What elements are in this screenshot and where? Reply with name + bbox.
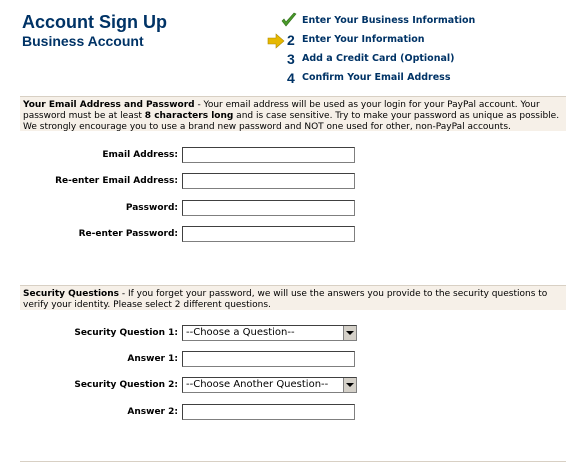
chevron-down-icon[interactable] [343, 378, 356, 392]
security-question-2-label: Security Question 2: [74, 380, 178, 390]
step-2-number: 2 [287, 32, 295, 48]
step-4-number: 4 [287, 70, 295, 86]
step-1-label: Enter Your Business Information [302, 15, 476, 26]
step-3-label: Add a Credit Card (Optional) [302, 53, 455, 64]
email-section-text-2: and is case sensitive. Try to make your password as unique as possible. We strongly encourage you to use a brand new password and NOT one used for other, non-PayPal accounts. [23, 111, 560, 132]
step-2-label: Enter Your Information [302, 34, 425, 45]
answer-1-field[interactable] [182, 351, 355, 367]
security-question-2-select[interactable] [182, 377, 357, 393]
answer-2-label: Answer 2: [127, 407, 178, 417]
security-questions-instructions [20, 285, 566, 310]
email-password-instructions [20, 96, 566, 131]
security-question-1-select[interactable] [182, 325, 357, 341]
password-label: Password: [125, 203, 178, 213]
email-section-emphasis: 8 characters long [144, 111, 234, 121]
security-question-1-value: --Choose a Question-- [186, 327, 295, 338]
reenter-password-row [20, 226, 360, 244]
security-question-2-row [20, 377, 360, 395]
email-label: Email Address: [102, 150, 178, 160]
password-field[interactable] [182, 200, 355, 216]
checkmark-icon [267, 12, 297, 31]
reenter-password-label: Re-enter Password: [78, 229, 178, 239]
step-3-number: 3 [287, 51, 295, 67]
bottom-divider [20, 461, 566, 462]
answer-2-row [20, 404, 360, 422]
reenter-email-field[interactable] [182, 173, 355, 189]
email-section-text-1: - Your email address will be used as your login for your PayPal account. Your password must be at least [23, 100, 540, 121]
answer-1-row [20, 351, 360, 369]
email-field[interactable] [182, 147, 355, 163]
page-subtitle: Business Account [22, 33, 144, 49]
step-4-label: Confirm Your Email Address [302, 72, 451, 83]
reenter-email-label: Re-enter Email Address: [55, 176, 178, 186]
security-question-1-label: Security Question 1: [74, 328, 178, 338]
password-row [20, 200, 360, 218]
chevron-down-icon[interactable] [343, 326, 356, 340]
security-question-2-value: --Choose Another Question-- [186, 379, 329, 390]
security-question-1-row [20, 325, 360, 343]
page-title: Account Sign Up [22, 12, 167, 32]
answer-1-label: Answer 1: [127, 354, 178, 364]
security-section-heading: Security Questions [23, 289, 120, 299]
reenter-password-field[interactable] [182, 226, 355, 242]
email-row [20, 147, 360, 165]
security-section-text: - If you forget your password, we will use the answers you provide to the security questions to verify your identity. Please select 2 different questions. [23, 289, 548, 310]
reenter-email-row [20, 173, 360, 191]
answer-2-field[interactable] [182, 404, 355, 420]
email-section-heading: Your Email Address and Password [23, 100, 195, 110]
